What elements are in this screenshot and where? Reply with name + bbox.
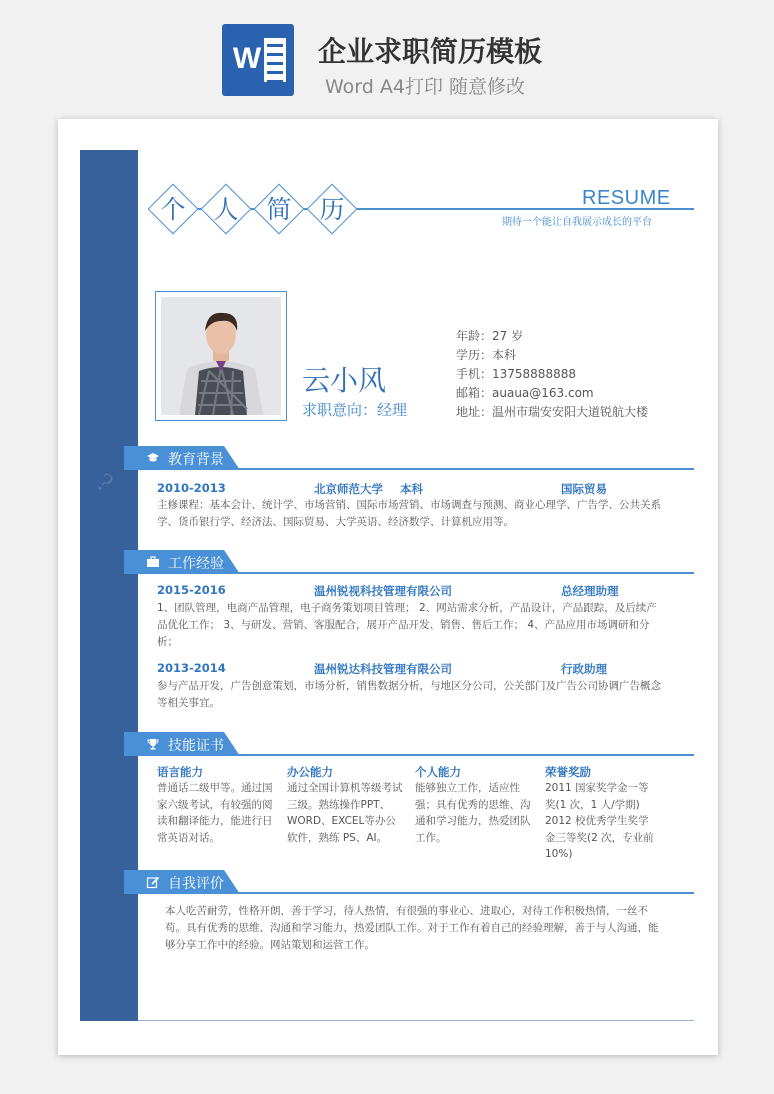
skill-3-text: 能够独立工作，适应性强；具有优秀的思维、沟通和学习能力，热爱团队工作。: [415, 782, 531, 844]
skill-1-title: 语言能力: [157, 765, 203, 779]
resume-word: RESUME: [582, 187, 671, 209]
skill-4-title: 荣誉奖励: [545, 765, 591, 779]
title-char-2: 人: [213, 195, 239, 224]
contact-info: [456, 327, 648, 422]
resume-slogan: 期待一个能让自我展示成长的平台: [502, 217, 652, 228]
info-address: 地址：温州市瑞安安阳大道锐航大楼: [456, 405, 649, 419]
title-char-1: 个: [160, 195, 186, 224]
job-2-period: 2013-2014: [157, 661, 226, 675]
job-2-description: 参与产品开发，广告创意策划，市场分析，销售数据分析，与地区分公司，公关部门及广告公司协调广告概念等相关事宜。: [157, 680, 661, 709]
title-char-3: 简: [266, 195, 292, 224]
job-intent: 求职意向：经理: [302, 401, 408, 419]
info-phone: 手机：13758888888: [456, 367, 576, 381]
education-period: 2010-2013: [157, 481, 226, 495]
section-title-work: 工作经验: [168, 556, 224, 572]
skill-2-title: 办公能力: [287, 765, 333, 779]
section-title-self-eval: 自我评价: [168, 876, 224, 892]
job-1-title: 总经理助理: [561, 584, 619, 598]
trophy-icon: [146, 737, 160, 751]
title-char-4: 历: [319, 195, 345, 224]
banner-subtitle: Word A4打印 随意修改: [325, 76, 526, 98]
header-banner: [0, 0, 774, 110]
job-2-company: 温州锐达科技管理有限公司: [314, 662, 452, 676]
skill-1-text: 普通话二级甲等。通过国家六级考试，有较强的阅读和翻译能力，能进行日常英语对话。: [157, 782, 273, 844]
resume-page: [58, 119, 718, 1055]
banner-title: 企业求职简历模板: [318, 35, 543, 68]
graduation-cap-icon: [146, 451, 160, 465]
word-logo-letter: W: [232, 42, 262, 75]
job-1-company: 温州锐视科技管理有限公司: [314, 584, 452, 598]
section-work-header: [124, 550, 694, 574]
briefcase-icon: [146, 555, 160, 569]
candidate-name: 云小风: [302, 364, 387, 397]
skill-2-text: 通过全国计算机等级考试三级。熟练操作PPT、WORD、EXCEL等办公软件，熟练 PS、AI。: [287, 782, 403, 844]
section-skills-header: [124, 732, 694, 756]
job-1-period: 2015-2016: [157, 583, 226, 597]
section-title-skills: 技能证书: [168, 738, 224, 754]
education-degree: 本科: [400, 482, 423, 496]
info-education: 学历：本科: [456, 348, 517, 362]
edit-icon: [146, 875, 160, 889]
education-major: 国际贸易: [561, 482, 607, 496]
job-1-description: 1、团队管理，电商产品管理，电子商务策划项目管理； 2、网站需求分析，产品设计，产品跟踪，及后续产品优化工作； 3、与研发、营销、客服配合，展开产品开发、销售、售后工作； 4、产品应用市场调研和分析；: [157, 602, 657, 648]
education-school: 北京师范大学: [314, 482, 383, 496]
section-self-eval-header: [124, 870, 694, 894]
bottom-divider: [138, 1020, 694, 1021]
info-age: 年龄：27 岁: [456, 329, 524, 343]
profile-photo-frame: [155, 291, 287, 421]
watermark: ?: [91, 467, 118, 499]
skill-4-text: 2011 国家奖学金一等奖(1 次，1 人/学期) 2012 校优秀学生奖学金三等奖(2 次，专业前 10%): [545, 782, 654, 860]
info-email: 邮箱：auaua@163.com: [456, 386, 594, 400]
education-courses: 主修课程：基本会计、统计学、市场营销、国际市场营销、市场调查与预测、商业心理学、广告学、公共关系学、货币银行学、经济法、国际贸易、大学英语、经济数学、计算机应用等。: [157, 499, 661, 528]
self-eval-text: 本人吃苦耐劳，性格开朗，善于学习，待人热情，有很强的事业心、进取心，对待工作积极热情，一丝不苟。具有优秀的思维、沟通和学习能力，热爱团队工作。对于工作有着自己的经验理解，善于与人沟通，能够分享工作中的经验。网站策划和运营工作。: [165, 905, 659, 951]
section-title-education: 教育背景: [168, 452, 224, 468]
section-education-header: [124, 446, 694, 470]
word-logo-icon: [222, 24, 294, 96]
person-portrait-icon: [161, 297, 281, 415]
profile-photo: [161, 297, 281, 415]
job-2-title: 行政助理: [561, 662, 607, 676]
skill-3-title: 个人能力: [415, 765, 461, 779]
